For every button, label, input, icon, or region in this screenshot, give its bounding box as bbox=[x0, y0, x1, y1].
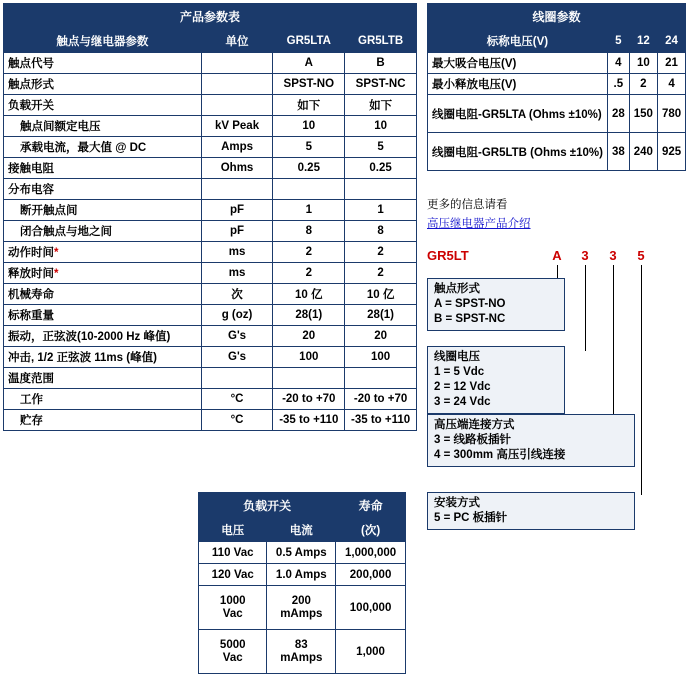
table-row bbox=[4, 263, 417, 284]
row-value-a: 8 bbox=[273, 221, 345, 242]
table-row bbox=[4, 200, 417, 221]
decoder-box-line: 4 = 300mm 高压引线连接 bbox=[434, 449, 566, 461]
decoder-box-title: 安装方式 bbox=[434, 497, 480, 509]
table-row bbox=[428, 133, 686, 171]
row-unit bbox=[201, 179, 273, 200]
row-current: 0.5 Amps bbox=[267, 542, 336, 564]
row-label: 机械寿命 bbox=[4, 284, 202, 305]
leader-line-3 bbox=[613, 265, 614, 417]
row-value-a: 10 亿 bbox=[273, 284, 345, 305]
row-value-a: 28(1) bbox=[273, 305, 345, 326]
row-value-b bbox=[345, 179, 417, 200]
row-label: 线圈电阻-GR5LTA (Ohms ±10%) bbox=[428, 95, 608, 133]
row-unit: pF bbox=[201, 221, 273, 242]
row-life: 100,000 bbox=[336, 586, 406, 630]
row-value-b: 2 bbox=[345, 263, 417, 284]
row-voltage: 120 Vac bbox=[199, 564, 267, 586]
row-value-a: 5 bbox=[273, 137, 345, 158]
load-table-title-left: 负载开关 bbox=[199, 493, 336, 519]
row-value-b: B bbox=[345, 53, 417, 74]
table-row bbox=[4, 137, 417, 158]
row-value-b bbox=[345, 368, 417, 389]
row-value-a: 10 bbox=[273, 116, 345, 137]
product-table-title-row bbox=[4, 4, 417, 30]
coil-col-12v: 12 bbox=[629, 30, 657, 53]
decoder-box-line: 2 = 12 Vdc bbox=[434, 381, 491, 393]
decoder-box-line: 5 = PC 板插针 bbox=[434, 512, 508, 524]
load-col-voltage: 电压 bbox=[199, 519, 267, 542]
table-row bbox=[428, 74, 686, 95]
row-value-b: 8 bbox=[345, 221, 417, 242]
row-voltage: 1000 Vac bbox=[199, 586, 267, 630]
table-row bbox=[4, 53, 417, 74]
table-row bbox=[4, 116, 417, 137]
table-row bbox=[428, 53, 686, 74]
row-value-a: 100 bbox=[273, 347, 345, 368]
coil-col-5v: 5 bbox=[607, 30, 629, 53]
row-life: 200,000 bbox=[336, 564, 406, 586]
table-row bbox=[4, 179, 417, 200]
part-number-digit-4: 5 bbox=[637, 248, 645, 263]
row-life: 1,000,000 bbox=[336, 542, 406, 564]
decoder-box-line: 3 = 24 Vdc bbox=[434, 396, 491, 408]
row-label: 最大吸合电压(V) bbox=[428, 53, 608, 74]
row-current: 1.0 Amps bbox=[267, 564, 336, 586]
product-col-gr5lta: GR5LTA bbox=[273, 30, 345, 53]
load-col-current: 电流 bbox=[267, 519, 336, 542]
coil-table-header-row bbox=[428, 30, 686, 53]
row-value-24v: 925 bbox=[657, 133, 685, 171]
row-value-a: 如下 bbox=[273, 95, 345, 116]
decoder-box-contact-form bbox=[427, 278, 565, 331]
row-value-a: 2 bbox=[273, 242, 345, 263]
row-label: 断开触点间 bbox=[4, 200, 202, 221]
table-row bbox=[4, 410, 417, 431]
row-label: 承载电流，最大值 @ DC bbox=[4, 137, 202, 158]
decoder-box-line: 1 = 5 Vdc bbox=[434, 366, 485, 378]
leader-line-4 bbox=[641, 265, 642, 495]
row-value-24v: 4 bbox=[657, 74, 685, 95]
product-intro-link[interactable]: 高压继电器产品介绍 bbox=[427, 218, 531, 230]
decoder-box-line: 3 = 线路板插针 bbox=[434, 434, 512, 446]
row-value-b: -35 to +110 bbox=[345, 410, 417, 431]
more-info-text: 更多的信息请看 bbox=[427, 199, 508, 211]
footnote-asterisk: * bbox=[54, 247, 59, 259]
row-value-b: SPST-NC bbox=[345, 74, 417, 95]
part-number-prefix: GR5LT bbox=[427, 248, 469, 263]
row-unit: Ohms bbox=[201, 158, 273, 179]
row-unit: G's bbox=[201, 347, 273, 368]
table-row bbox=[199, 630, 406, 674]
coil-table-title-row bbox=[428, 4, 686, 30]
row-label: 分布电容 bbox=[4, 179, 202, 200]
decoder-box-title: 高压端连接方式 bbox=[434, 419, 515, 431]
table-row bbox=[4, 389, 417, 410]
table-row bbox=[4, 158, 417, 179]
table-row bbox=[199, 564, 406, 586]
row-label: 最小释放电压(V) bbox=[428, 74, 608, 95]
row-value-24v: 780 bbox=[657, 95, 685, 133]
decoder-box-title: 触点形式 bbox=[434, 283, 480, 295]
table-row bbox=[4, 326, 417, 347]
product-col-gr5ltb: GR5LTB bbox=[345, 30, 417, 53]
row-unit bbox=[201, 74, 273, 95]
table-row bbox=[4, 368, 417, 389]
row-label bbox=[4, 242, 202, 263]
row-label: 振动，正弦波(10-2000 Hz 峰值) bbox=[4, 326, 202, 347]
row-value-b: 100 bbox=[345, 347, 417, 368]
product-parameters-table bbox=[3, 3, 417, 431]
decoder-box-coil-voltage bbox=[427, 346, 565, 414]
table-row bbox=[4, 74, 417, 95]
row-value-12v: 10 bbox=[629, 53, 657, 74]
table-row bbox=[4, 347, 417, 368]
row-label: 接触电阻 bbox=[4, 158, 202, 179]
product-col-param: 触点与继电器参数 bbox=[4, 30, 202, 53]
table-row bbox=[199, 542, 406, 564]
row-unit: ms bbox=[201, 263, 273, 284]
load-table-title-right: 寿命 bbox=[336, 493, 406, 519]
row-value-b: 28(1) bbox=[345, 305, 417, 326]
row-value-a: 2 bbox=[273, 263, 345, 284]
row-unit bbox=[201, 368, 273, 389]
row-value-24v: 21 bbox=[657, 53, 685, 74]
row-value-a: 1 bbox=[273, 200, 345, 221]
part-number-decoder bbox=[427, 248, 655, 524]
row-unit: Amps bbox=[201, 137, 273, 158]
row-label: 贮存 bbox=[4, 410, 202, 431]
decoder-box-hv-termination bbox=[427, 414, 635, 467]
row-value-b: 0.25 bbox=[345, 158, 417, 179]
row-label bbox=[4, 263, 202, 284]
table-row bbox=[199, 586, 406, 630]
row-value-a bbox=[273, 179, 345, 200]
row-value-b: 1 bbox=[345, 200, 417, 221]
row-value-a: -35 to +110 bbox=[273, 410, 345, 431]
row-value-b: 5 bbox=[345, 137, 417, 158]
row-value-12v: 2 bbox=[629, 74, 657, 95]
decoder-box-line: A = SPST-NO bbox=[434, 298, 506, 310]
row-unit: kV Peak bbox=[201, 116, 273, 137]
row-label: 冲击, 1/2 正弦波 11ms (峰值) bbox=[4, 347, 202, 368]
product-table-title: 产品参数表 bbox=[4, 4, 417, 30]
coil-col-nominal-voltage: 标称电压(V) bbox=[428, 30, 608, 53]
row-label-text: 释放时间* bbox=[8, 268, 59, 280]
row-unit: pF bbox=[201, 200, 273, 221]
row-value-12v: 240 bbox=[629, 133, 657, 171]
part-number-digit-2: 3 bbox=[581, 248, 589, 263]
leader-line-2 bbox=[585, 265, 586, 351]
row-label: 线圈电阻-GR5LTB (Ohms ±10%) bbox=[428, 133, 608, 171]
row-voltage: 5000 Vac bbox=[199, 630, 267, 674]
row-value-5v: 28 bbox=[607, 95, 629, 133]
row-value-b: 20 bbox=[345, 326, 417, 347]
table-row bbox=[4, 305, 417, 326]
row-label-text: 动作时间* bbox=[8, 247, 59, 259]
row-unit: °C bbox=[201, 410, 273, 431]
load-table-title-row bbox=[199, 493, 406, 519]
row-label: 负载开关 bbox=[4, 95, 202, 116]
load-table-header-row bbox=[199, 519, 406, 542]
table-row bbox=[4, 95, 417, 116]
row-value-a: SPST-NO bbox=[273, 74, 345, 95]
part-number-digit-3: 3 bbox=[609, 248, 617, 263]
row-label: 触点间额定电压 bbox=[4, 116, 202, 137]
row-value-5v: .5 bbox=[607, 74, 629, 95]
load-switching-table bbox=[198, 492, 406, 674]
decoder-box-title: 线圈电压 bbox=[434, 351, 480, 363]
row-value-a: 0.25 bbox=[273, 158, 345, 179]
row-unit: g (oz) bbox=[201, 305, 273, 326]
row-value-12v: 150 bbox=[629, 95, 657, 133]
product-col-unit: 单位 bbox=[201, 30, 273, 53]
row-label: 工作 bbox=[4, 389, 202, 410]
row-label: 闭合触点与地之间 bbox=[4, 221, 202, 242]
row-unit: G's bbox=[201, 326, 273, 347]
row-voltage: 110 Vac bbox=[199, 542, 267, 564]
row-value-b: 10 亿 bbox=[345, 284, 417, 305]
decoder-box-line: B = SPST-NC bbox=[434, 313, 506, 325]
row-label: 触点代号 bbox=[4, 53, 202, 74]
coil-parameters-table bbox=[427, 3, 686, 171]
row-value-a: 20 bbox=[273, 326, 345, 347]
row-label: 温度范围 bbox=[4, 368, 202, 389]
row-label: 触点形式 bbox=[4, 74, 202, 95]
row-current: 200 mAmps bbox=[267, 586, 336, 630]
table-row bbox=[4, 284, 417, 305]
row-value-b: -20 to +70 bbox=[345, 389, 417, 410]
footnote-asterisk: * bbox=[54, 268, 59, 280]
row-value-a bbox=[273, 368, 345, 389]
row-value-a: A bbox=[273, 53, 345, 74]
decoder-box-mounting bbox=[427, 492, 635, 530]
row-value-b: 2 bbox=[345, 242, 417, 263]
row-value-5v: 38 bbox=[607, 133, 629, 171]
row-unit: ms bbox=[201, 242, 273, 263]
table-row bbox=[428, 95, 686, 133]
part-number-digit-1: A bbox=[552, 248, 562, 263]
row-unit: °C bbox=[201, 389, 273, 410]
row-unit: 次 bbox=[201, 284, 273, 305]
row-life: 1,000 bbox=[336, 630, 406, 674]
row-value-b: 如下 bbox=[345, 95, 417, 116]
coil-col-24v: 24 bbox=[657, 30, 685, 53]
row-value-a: -20 to +70 bbox=[273, 389, 345, 410]
load-col-life: (次) bbox=[336, 519, 406, 542]
row-current: 83 mAmps bbox=[267, 630, 336, 674]
row-unit bbox=[201, 95, 273, 116]
row-label: 标称重量 bbox=[4, 305, 202, 326]
table-row bbox=[4, 221, 417, 242]
table-row bbox=[4, 242, 417, 263]
row-unit bbox=[201, 53, 273, 74]
row-value-5v: 4 bbox=[607, 53, 629, 74]
product-table-header-row bbox=[4, 30, 417, 53]
row-value-b: 10 bbox=[345, 116, 417, 137]
coil-table-title: 线圈参数 bbox=[428, 4, 686, 30]
